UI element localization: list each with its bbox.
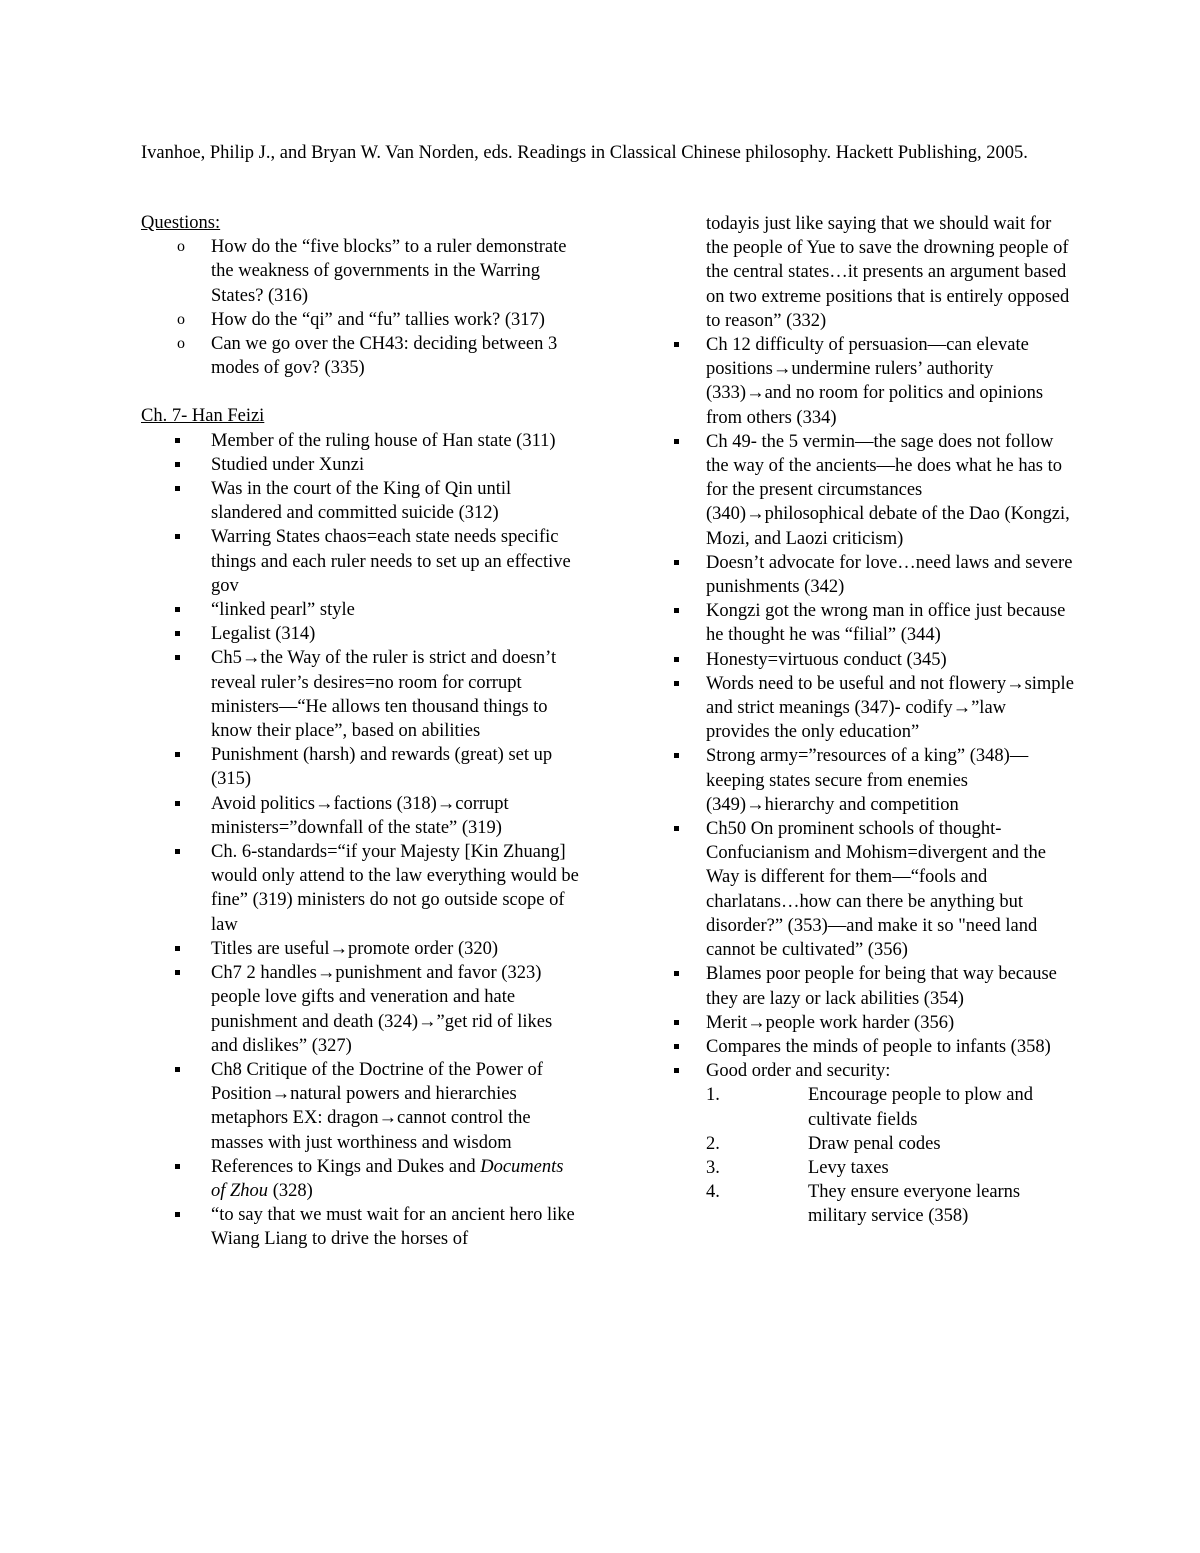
note-text: Honesty=virtuous conduct (345) [706,649,947,670]
note-text: Merit→people work harder (356) [706,1012,955,1033]
number-label: 2. [706,1133,720,1154]
square-bullet-icon [175,743,180,767]
number-label: 4. [706,1182,720,1203]
question-text: How do the “qi” and “fu” tallies work? (317) [211,309,545,330]
spacer [141,380,581,404]
numbered-text: Encourage people to plow and cultivate fields [808,1085,1034,1130]
note-text: Punishment (harsh) and rewards (great) set up (315) [211,745,553,790]
note-text: Was in the court of the King of Qin until slandered and committed suicide (312) [211,479,512,524]
note-text: Studied under Xunzi [211,454,365,475]
note-text: Ch8 Critique of the Doctrine of the Power of Position→natural powers and hierarchies metaphors EX: dragon→cannot control the masses with just worthiness and wisdom [211,1059,543,1153]
note-text: Avoid politics→factions (318)→corrupt ministers=”downfall of the state” (319) [211,793,509,838]
number-label: 1. [706,1085,720,1106]
numbered-item [706,1156,1074,1180]
note-item [141,1058,581,1155]
note-text: Strong army=”resources of a king” (348)—keeping states secure from enemies (349)→hierarchy and competition [706,746,1029,815]
references-before: References to Kings and Dukes and [211,1156,481,1177]
square-bullet-icon [674,1011,679,1035]
quote-text-continued: todayis just like saying that we should wait for the people of Yue to save the drowning people of the central states…it presents an argument based on two extreme positions that is entirely opposed to reason” (332) [706,214,1070,331]
numbered-text: They ensure everyone learns military service (358) [808,1182,1021,1227]
square-bullet-icon [674,1035,679,1059]
note-item-quote [141,1203,581,1251]
note-text: Blames poor people for being that way because they are lazy or lack abilities (354) [706,964,1057,1009]
note-text: Ch5→the Way of the ruler is strict and doesn’t reveal ruler’s desires=no room for corrupt ministers—“He allows ten thousand things to know their place”, based on abilities [211,648,557,742]
note-item [141,743,581,791]
note-item [674,744,1074,817]
question-text: How do the “five blocks” to a ruler demonstrate the weakness of governments in the Warring States? (316) [211,237,567,306]
note-text: Doesn’t advocate for love…need laws and severe punishments (342) [706,552,1073,598]
note-item [674,962,1074,1010]
question-text: Can we go over the CH43: deciding between 3 modes of gov? (335) [211,334,558,379]
note-item [141,937,581,961]
square-bullet-icon [674,648,679,672]
quote-text-start: “to say that we must wait for an ancient hero like Wiang Liang to drive the horses of [211,1205,575,1250]
note-item-references [141,1155,581,1203]
note-item [141,961,581,1058]
questions-heading: Questions: [141,213,221,233]
square-bullet-icon [175,429,180,453]
number-label: 3. [706,1157,720,1178]
note-item [674,430,1074,551]
note-text: Ch7 2 handles→punishment and favor (323) people love gifts and veneration and hate punishment and death (324)→”get rid of likes and dislikes” (327) [211,963,553,1056]
notes-list-left [141,429,581,1252]
note-text: Warring States chaos=each state needs specific things and each ruler needs to set up an effective gov [211,527,571,596]
note-text: Legalist (314) [211,624,316,645]
square-bullet-icon [674,599,679,623]
citation: Ivanhoe, Philip J., and Bryan W. Van Norden, eds. Readings in Classical Chinese philosophy. Hackett Publishing, 2005. [141,143,1028,163]
square-bullet-icon [674,672,679,696]
note-item [141,622,581,646]
numbered-text: Draw penal codes [808,1133,941,1154]
note-text: Ch 12 difficulty of persuasion—can elevate positions→undermine rulers’ authority (333)→and no room for politics and opinions from others (334) [706,335,1044,428]
note-text: Compares the minds of people to infants (358) [706,1036,1051,1057]
note-text: “linked pearl” style [211,600,355,621]
note-text: Ch. 6-standards=“if your Majesty [Kin Zhuang] would only attend to the law everything would be fine” (319) ministers do not go outside scope of law [211,842,579,935]
square-bullet-icon [175,792,180,816]
square-bullet-icon [674,744,679,768]
square-bullet-icon [674,551,679,575]
references-after: (328) [268,1180,313,1201]
numbered-text: Levy taxes [808,1157,889,1178]
note-item [674,1035,1074,1059]
square-bullet-icon [175,453,180,477]
note-item [141,453,581,477]
square-bullet-icon [674,333,679,357]
note-text: Kongzi got the wrong man in office just because he thought he was “filial” (344) [706,601,1066,646]
left-column [141,211,581,1252]
square-bullet-icon [175,937,180,961]
circle-bullet-icon: o [177,335,185,353]
note-item [141,840,581,937]
question-item [141,235,581,308]
note-item [674,551,1074,599]
square-bullet-icon [175,622,180,646]
square-bullet-icon [175,525,180,549]
note-item [674,599,1074,647]
note-item [674,333,1074,430]
numbered-item [706,1132,1074,1156]
square-bullet-icon [674,1059,679,1083]
note-item [141,477,581,525]
question-item [141,308,581,332]
note-item [141,792,581,840]
square-bullet-icon [175,646,180,670]
note-item [674,648,1074,672]
square-bullet-icon [175,840,180,864]
note-text: Words need to be useful and not flowery→simple and strict meanings (347)- codify→”law provides the only education” [706,673,1074,743]
numbered-item [706,1083,1074,1131]
right-column [674,212,1074,1229]
note-text: Ch 49- the 5 vermin—the sage does not follow the way of the ancients—he does what he has to for the present circumstances (340)→philosophical debate of the Dao (Kongzi, Mozi, and Laozi criticism) [706,431,1070,549]
note-text: Member of the ruling house of Han state (311) [211,430,556,451]
note-item [674,1059,1074,1228]
numbered-item [706,1180,1074,1228]
square-bullet-icon [674,962,679,986]
note-item [674,1011,1074,1035]
square-bullet-icon [175,477,180,501]
circle-bullet-icon: o [177,238,185,256]
notes-list-right [674,333,1074,1229]
note-item [141,598,581,622]
note-text: Good order and security: [706,1061,891,1082]
square-bullet-icon [175,598,180,622]
note-item [674,672,1074,745]
square-bullet-icon [674,430,679,454]
questions-list [141,235,581,380]
square-bullet-icon [175,1155,180,1179]
chapter-heading: Ch. 7- Han Feizi [141,406,265,427]
square-bullet-icon [175,961,180,985]
question-item [141,332,581,380]
note-item [141,646,581,743]
note-item [674,817,1074,962]
book-title: Documents of Zhou [211,1156,564,1201]
note-text: Titles are useful→promote order (320) [211,938,499,959]
square-bullet-icon [674,817,679,841]
square-bullet-icon [175,1058,180,1082]
numbered-list [706,1083,1074,1228]
note-item [141,429,581,453]
circle-bullet-icon: o [177,310,185,328]
note-text: Ch50 On prominent schools of thought- Confucianism and Mohism=divergent and the Way is different for them—“fools and charlatans…how can there be anything but disorder?” (353)—and make it so "need land cannot be cultivated” (356) [706,819,1046,961]
square-bullet-icon [175,1203,180,1227]
note-item [141,525,581,598]
